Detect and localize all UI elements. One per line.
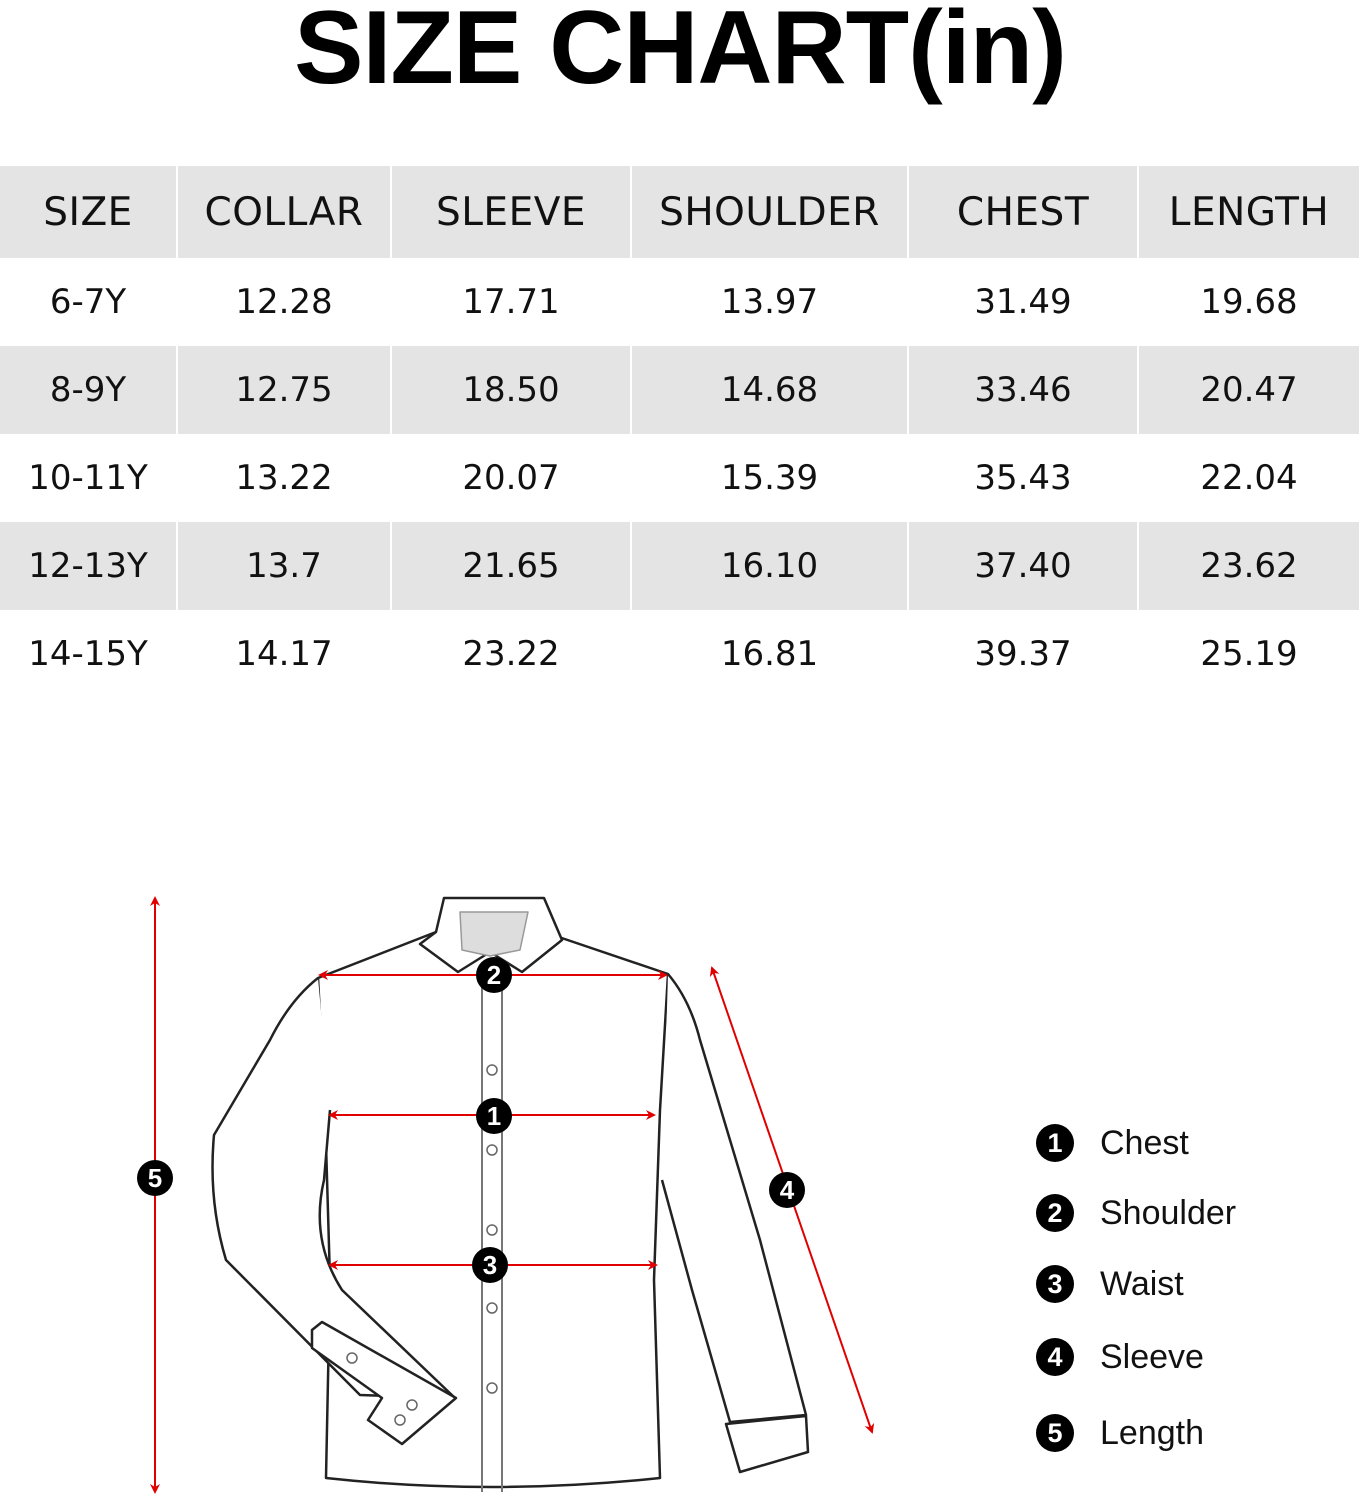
cell-size: 12-13Y — [0, 522, 177, 610]
marker-chest — [476, 1098, 512, 1134]
page-title: SIZE CHART(in) — [294, 0, 1066, 106]
table-row — [0, 258, 1360, 346]
marker-sleeve — [769, 1172, 805, 1208]
marker-waist — [472, 1247, 508, 1283]
legend-item-chest — [1036, 1118, 1189, 1168]
cell-length: 20.47 — [1138, 346, 1360, 434]
legend-number: 2 — [1036, 1194, 1074, 1232]
legend-number: 5 — [1036, 1414, 1074, 1452]
table-row — [0, 434, 1360, 522]
cell-collar: 14.17 — [177, 610, 391, 698]
header-length: LENGTH — [1138, 166, 1360, 258]
table-row — [0, 346, 1360, 434]
legend-item-shoulder — [1036, 1188, 1236, 1238]
cell-chest: 31.49 — [908, 258, 1138, 346]
svg-text:4: 4 — [779, 1175, 795, 1205]
svg-text:1: 1 — [486, 1101, 502, 1131]
cell-size: 14-15Y — [0, 610, 177, 698]
cell-sleeve: 23.22 — [391, 610, 631, 698]
svg-text:5: 5 — [147, 1163, 163, 1193]
header-collar: COLLAR — [177, 166, 391, 258]
shirt-measurement-diagram — [0, 860, 1360, 1500]
legend-item-waist — [1036, 1259, 1184, 1309]
cell-size: 10-11Y — [0, 434, 177, 522]
cell-size: 6-7Y — [0, 258, 177, 346]
cell-shoulder: 15.39 — [631, 434, 908, 522]
cell-shoulder: 14.68 — [631, 346, 908, 434]
cell-chest: 33.46 — [908, 346, 1138, 434]
cell-chest: 39.37 — [908, 610, 1138, 698]
size-table — [0, 166, 1360, 698]
cell-length: 23.62 — [1138, 522, 1360, 610]
cell-collar: 13.22 — [177, 434, 391, 522]
cell-collar: 13.7 — [177, 522, 391, 610]
header-size: SIZE — [0, 166, 177, 258]
header-shoulder: SHOULDER — [631, 166, 908, 258]
table-row — [0, 522, 1360, 610]
legend-label: Length — [1100, 1413, 1204, 1452]
table-row — [0, 610, 1360, 698]
marker-shoulder — [476, 957, 512, 993]
legend-number: 1 — [1036, 1124, 1074, 1162]
legend-label: Shoulder — [1100, 1193, 1237, 1232]
table-header-row — [0, 166, 1360, 258]
svg-text:3: 3 — [482, 1250, 498, 1280]
cell-sleeve: 21.65 — [391, 522, 631, 610]
header-chest: CHEST — [908, 166, 1138, 258]
header-sleeve: SLEEVE — [391, 166, 631, 258]
legend-label: Chest — [1100, 1123, 1189, 1162]
legend-number: 4 — [1036, 1338, 1074, 1376]
cell-shoulder: 16.10 — [631, 522, 908, 610]
cell-length: 25.19 — [1138, 610, 1360, 698]
cell-shoulder: 13.97 — [631, 258, 908, 346]
legend-item-sleeve — [1036, 1332, 1204, 1382]
legend-label: Waist — [1100, 1264, 1184, 1303]
svg-text:2: 2 — [486, 960, 502, 990]
cell-length: 22.04 — [1138, 434, 1360, 522]
cell-collar: 12.28 — [177, 258, 391, 346]
legend-item-length — [1036, 1408, 1204, 1458]
cell-chest: 35.43 — [908, 434, 1138, 522]
cell-shoulder: 16.81 — [631, 610, 908, 698]
cell-chest: 37.40 — [908, 522, 1138, 610]
legend-number: 3 — [1036, 1265, 1074, 1303]
cell-collar: 12.75 — [177, 346, 391, 434]
cell-size: 8-9Y — [0, 346, 177, 434]
cell-length: 19.68 — [1138, 258, 1360, 346]
legend-label: Sleeve — [1100, 1337, 1204, 1376]
cell-sleeve: 18.50 — [391, 346, 631, 434]
marker-length — [137, 1160, 173, 1196]
cell-sleeve: 17.71 — [391, 258, 631, 346]
cell-sleeve: 20.07 — [391, 434, 631, 522]
